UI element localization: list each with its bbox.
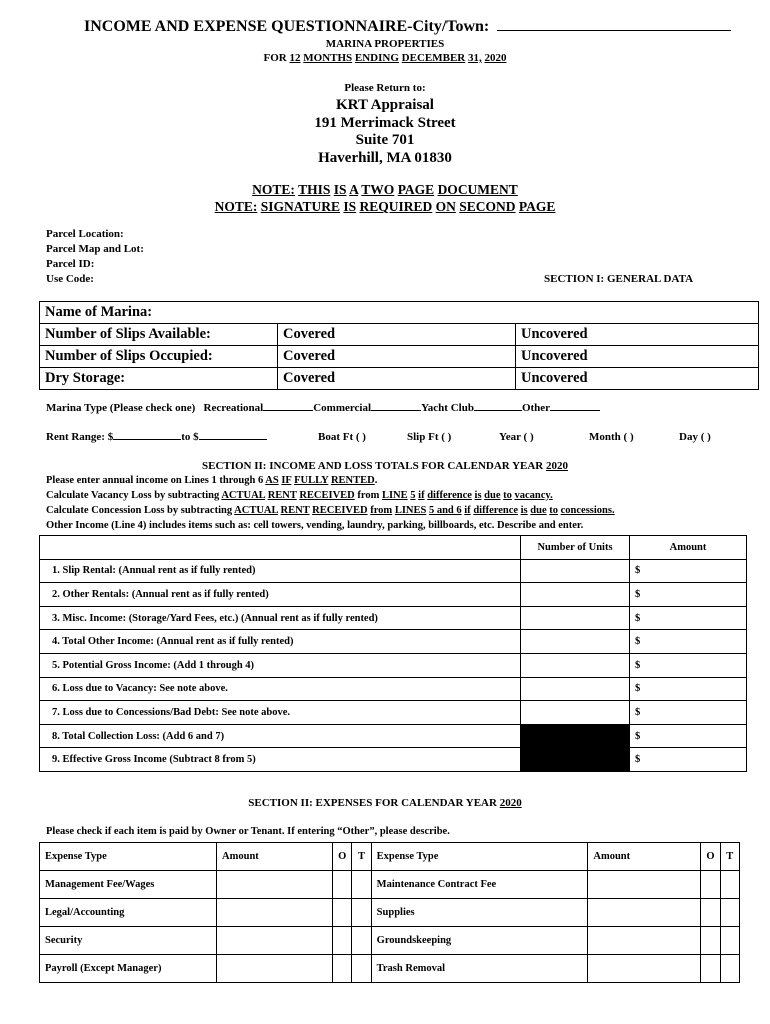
- underlined-word: to: [503, 490, 512, 501]
- owner-check-left[interactable]: [333, 899, 352, 927]
- income-row-label: 3. Misc. Income: (Storage/Yard Fees, etc.) (Annual rent as if fully rented): [40, 606, 521, 630]
- commercial-check[interactable]: [371, 410, 421, 411]
- amount-cell[interactable]: $: [630, 677, 747, 701]
- underlined-word: 2020: [484, 52, 507, 64]
- dry-storage-row: [40, 368, 759, 390]
- income-row: [40, 724, 747, 748]
- underlined-word: vacancy.: [514, 490, 553, 501]
- period-words: [290, 52, 507, 64]
- form-title: INCOME AND EXPENSE QUESTIONNAIRE-City/Town:: [84, 18, 731, 36]
- amount-cell[interactable]: $: [630, 630, 747, 654]
- tenant-check-right[interactable]: [720, 871, 739, 899]
- underlined-word: PAGE: [397, 182, 435, 197]
- underlined-word: DOCUMENT: [437, 182, 518, 197]
- underlined-word: PAGE: [518, 199, 556, 214]
- expense-type-left: Legal/Accounting: [40, 899, 217, 927]
- owner-check-right[interactable]: [701, 899, 720, 927]
- income-row: [40, 583, 747, 607]
- rent-range-to[interactable]: [199, 439, 267, 440]
- owner-check-right[interactable]: [701, 871, 720, 899]
- underlined-word: LINES: [394, 505, 427, 516]
- expense-type-right: Supplies: [371, 899, 588, 927]
- income-row-label: 1. Slip Rental: (Annual rent as if fully rented): [40, 559, 521, 583]
- tenant-check-right[interactable]: [720, 955, 739, 983]
- underlined-word: RENT: [280, 505, 310, 516]
- expense-row: [40, 927, 740, 955]
- income-table: [39, 535, 747, 772]
- units-cell[interactable]: [521, 677, 630, 701]
- underlined-word: MONTHS: [303, 52, 353, 64]
- rent-range-from[interactable]: [113, 439, 181, 440]
- income-header-blank: [40, 536, 521, 560]
- units-cell[interactable]: [521, 701, 630, 725]
- underlined-word: IF: [281, 475, 292, 486]
- company-street: 191 Merrimack Street: [314, 115, 456, 131]
- income-row: [40, 701, 747, 725]
- dry-storage-covered[interactable]: Covered: [278, 368, 516, 390]
- expense-type-right: Groundskeeping: [371, 927, 588, 955]
- units-cell[interactable]: [521, 653, 630, 677]
- slips-occupied-covered[interactable]: Covered: [278, 346, 516, 368]
- expenses-instruction: Please check if each item is paid by Owner or Tenant. If entering “Other”, please describe.: [46, 826, 450, 837]
- underlined-word: TWO: [361, 182, 395, 197]
- underlined-word: 31,: [467, 52, 482, 64]
- slips-occupied-row: [40, 346, 759, 368]
- amount-cell[interactable]: $: [630, 653, 747, 677]
- underlined-word: due: [530, 505, 547, 516]
- dry-storage-label: Dry Storage:: [40, 368, 278, 390]
- tenant-check-right[interactable]: [720, 927, 739, 955]
- note-two-page: [0, 182, 770, 198]
- dry-storage-uncovered[interactable]: Uncovered: [516, 368, 759, 390]
- units-cell: [521, 724, 630, 748]
- expense-type-left: Security: [40, 927, 217, 955]
- expense-type-header-right: Expense Type: [371, 843, 588, 871]
- section2-instruction-4: Other Income (Line 4) includes items such as: cell towers, vending, laundry, parking, billboards, etc. Describe and enter.: [46, 520, 584, 531]
- income-row: [40, 606, 747, 630]
- amount-left[interactable]: [217, 927, 333, 955]
- expense-row: [40, 871, 740, 899]
- underlined-word: ON: [435, 199, 456, 214]
- company-suite: Suite 701: [355, 132, 415, 148]
- expense-row: [40, 899, 740, 927]
- parcel-id-label: Parcel ID:: [46, 258, 95, 270]
- owner-header-left: O: [333, 843, 352, 871]
- underlined-word: IS: [343, 199, 357, 214]
- income-row: [40, 748, 747, 772]
- units-column-header: Number of Units: [521, 536, 630, 560]
- income-row-label: 9. Effective Gross Income (Subtract 8 from 5): [40, 748, 521, 772]
- owner-check-left[interactable]: [333, 871, 352, 899]
- underlined-word: THIS: [298, 182, 331, 197]
- income-row-label: 8. Total Collection Loss: (Add 6 and 7): [40, 724, 521, 748]
- slips-available-label: Number of Slips Available:: [40, 324, 278, 346]
- slips-available-uncovered[interactable]: Uncovered: [516, 324, 759, 346]
- underlined-word: REQUIRED: [359, 199, 433, 214]
- units-cell[interactable]: [521, 559, 630, 583]
- underlined-word: IS: [333, 182, 347, 197]
- underlined-word: AS: [265, 475, 279, 486]
- underlined-word: A: [349, 182, 359, 197]
- amount-header-left: Amount: [217, 843, 333, 871]
- income-row: [40, 630, 747, 654]
- section1-title: SECTION I: GENERAL DATA: [544, 273, 694, 285]
- expense-header-row: [40, 843, 740, 871]
- underlined-word: RECEIVED: [312, 505, 368, 516]
- slips-occupied-uncovered[interactable]: Uncovered: [516, 346, 759, 368]
- expense-type-right: Trash Removal: [371, 955, 588, 983]
- expense-table: [39, 842, 740, 983]
- units-cell[interactable]: [521, 583, 630, 607]
- underlined-word: SECOND: [459, 199, 516, 214]
- expense-type-left: Payroll (Except Manager): [40, 955, 217, 983]
- amount-column-header: Amount: [630, 536, 747, 560]
- amount-right[interactable]: [588, 955, 701, 983]
- underlined-word: difference: [427, 490, 472, 501]
- income-row: [40, 677, 747, 701]
- marina-type-line: Marina Type (Please check one) Recreational Commercial Yacht Club Other: [46, 402, 600, 414]
- amount-left[interactable]: [217, 955, 333, 983]
- underlined-word: difference: [473, 505, 519, 516]
- underlined-word: FULLY: [294, 475, 329, 486]
- underlined-word: concessions.: [560, 505, 615, 516]
- expenses-title: SECTION II: EXPENSES FOR CALENDAR YEAR 2020: [248, 797, 522, 809]
- underlined-word: LINE: [381, 490, 408, 501]
- month-option[interactable]: Month ( ): [589, 431, 634, 443]
- income-row: [40, 559, 747, 583]
- income-row-label: 2. Other Rentals: (Annual rent as if fully rented): [40, 583, 521, 607]
- underlined-word: 5 and 6: [428, 505, 462, 516]
- underlined-word: SIGNATURE: [260, 199, 340, 214]
- owner-check-left[interactable]: [333, 955, 352, 983]
- yacht-club-check[interactable]: [474, 410, 522, 411]
- income-row-label: 6. Loss due to Vacancy: See note above.: [40, 677, 521, 701]
- amount-left[interactable]: [217, 871, 333, 899]
- underlined-word: ACTUAL: [221, 490, 266, 501]
- form-subtitle: MARINA PROPERTIES: [325, 38, 445, 50]
- tenant-header-right: T: [720, 843, 739, 871]
- tenant-check-left[interactable]: [352, 871, 371, 899]
- note-signature: [0, 199, 770, 215]
- amount-cell[interactable]: $: [630, 701, 747, 725]
- underlined-word: 12: [289, 52, 301, 64]
- expense-rows: [40, 871, 740, 983]
- amount-cell[interactable]: $: [630, 583, 747, 607]
- rent-range-line: Rent Range: $ to $: [46, 431, 267, 443]
- slip-ft-option[interactable]: Slip Ft ( ): [407, 431, 452, 443]
- income-header-row: [40, 536, 747, 560]
- underlined-word: if: [418, 490, 425, 501]
- underlined-word: if: [464, 505, 471, 516]
- section2-instruction-1: Please enter annual income on Lines 1 through 6 AS IF FULLY RENTED.: [46, 475, 378, 486]
- amount-right[interactable]: [588, 871, 701, 899]
- expense-row: [40, 955, 740, 983]
- amount-cell[interactable]: $: [630, 724, 747, 748]
- underlined-word: ENDING: [354, 52, 399, 64]
- owner-check-right[interactable]: [701, 927, 720, 955]
- income-row-label: 7. Loss due to Concessions/Bad Debt: See note above.: [40, 701, 521, 725]
- tenant-check-left[interactable]: [352, 899, 371, 927]
- section2-instruction-2: Calculate Vacancy Loss by subtracting ACTUAL RENT RECEIVED from LINE 5 if difference is due to vacancy.: [46, 490, 553, 501]
- units-cell: [521, 748, 630, 772]
- underlined-word: ACTUAL: [234, 505, 278, 516]
- recreational-check[interactable]: [263, 410, 313, 411]
- underlined-word: is: [474, 490, 482, 501]
- underlined-word: 5: [410, 490, 416, 501]
- income-rows: [40, 559, 747, 771]
- units-cell[interactable]: [521, 606, 630, 630]
- amount-cell[interactable]: $: [630, 748, 747, 772]
- parcel-map-lot-label: Parcel Map and Lot:: [46, 243, 144, 255]
- underlined-word: due: [484, 490, 501, 501]
- city-town-blank[interactable]: [497, 30, 731, 31]
- underlined-word: RENT: [267, 490, 297, 501]
- tenant-check-right[interactable]: [720, 899, 739, 927]
- company-city: Haverhill, MA 01830: [318, 150, 452, 166]
- income-row: [40, 653, 747, 677]
- year-option[interactable]: Year ( ): [499, 431, 534, 443]
- underlined-word: NOTE:: [214, 199, 258, 214]
- underlined-word: DECEMBER: [401, 52, 466, 64]
- expense-type-header-left: Expense Type: [40, 843, 217, 871]
- slips-available-covered[interactable]: Covered: [278, 324, 516, 346]
- day-option[interactable]: Day ( ): [679, 431, 711, 443]
- owner-header-right: O: [701, 843, 720, 871]
- tenant-check-left[interactable]: [352, 955, 371, 983]
- expense-type-right: Maintenance Contract Fee: [371, 871, 588, 899]
- underlined-word: from: [370, 505, 393, 516]
- marina-name-cell[interactable]: Name of Marina:: [40, 302, 759, 324]
- general-data-table: [39, 301, 759, 390]
- owner-check-left[interactable]: [333, 927, 352, 955]
- underlined-word: to: [549, 505, 558, 516]
- tenant-header-left: T: [352, 843, 371, 871]
- amount-header-right: Amount: [588, 843, 701, 871]
- underlined-word: is: [520, 505, 528, 516]
- section2-title: SECTION II: INCOME AND LOSS TOTALS FOR CALENDAR YEAR 2020: [201, 460, 569, 472]
- income-row-label: 5. Potential Gross Income: (Add 1 through 4): [40, 653, 521, 677]
- slips-occupied-label: Number of Slips Occupied:: [40, 346, 278, 368]
- use-code-label: Use Code:: [46, 273, 94, 285]
- marina-name-row: [40, 302, 759, 324]
- parcel-location-label: Parcel Location:: [46, 228, 124, 240]
- amount-cell[interactable]: $: [630, 606, 747, 630]
- units-cell[interactable]: [521, 630, 630, 654]
- slips-available-row: [40, 324, 759, 346]
- other-check[interactable]: [550, 410, 600, 411]
- boat-ft-option[interactable]: Boat Ft ( ): [318, 431, 366, 443]
- company-name: KRT Appraisal: [336, 97, 434, 113]
- amount-left[interactable]: [217, 899, 333, 927]
- period-line: FOR 12 MONTHS ENDING DECEMBER 31, 2020: [263, 52, 507, 64]
- amount-cell[interactable]: $: [630, 559, 747, 583]
- amount-right[interactable]: [588, 927, 701, 955]
- amount-right[interactable]: [588, 899, 701, 927]
- expense-type-left: Management Fee/Wages: [40, 871, 217, 899]
- underlined-word: RECEIVED: [299, 490, 355, 501]
- underlined-word: RENTED: [330, 475, 375, 486]
- section2-instruction-3: Calculate Concession Loss by subtracting ACTUAL RENT RECEIVED from LINES 5 and 6 if difference is due to concessions.: [46, 505, 615, 516]
- return-to-label: Please Return to:: [344, 82, 426, 94]
- underlined-word: NOTE:: [252, 182, 295, 197]
- owner-check-right[interactable]: [701, 955, 720, 983]
- tenant-check-left[interactable]: [352, 927, 371, 955]
- income-row-label: 4. Total Other Income: (Annual rent as if fully rented): [40, 630, 521, 654]
